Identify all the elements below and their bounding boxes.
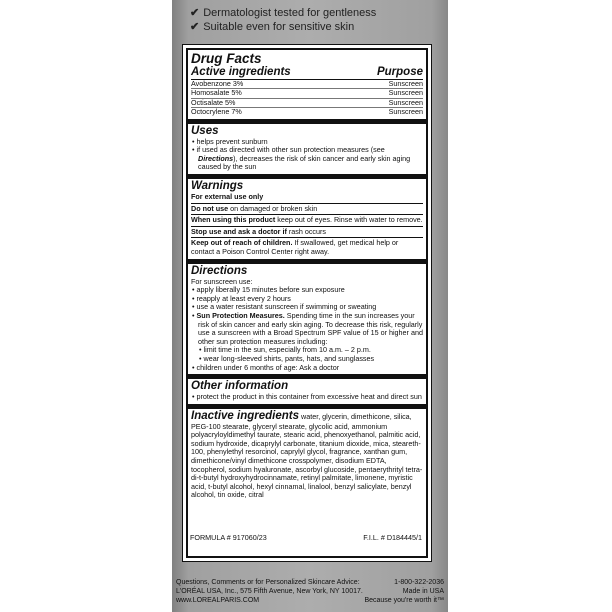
inactive-heading: Inactive ingredients: [191, 409, 300, 422]
footer-line: www.LOREALPARIS.COM Because you're worth it™: [176, 597, 444, 604]
check-icon: ✔: [190, 7, 200, 19]
list-item: • helps prevent sunburn: [192, 136, 268, 146]
claim-item: ✔ Suitable even for sensitive skin: [190, 21, 355, 33]
formula-line: [190, 533, 422, 542]
footer-line: Questions, Comments or for Personalized Skincare Advice: 1-800-322-2036: [176, 579, 444, 586]
list-item: • Sun Protection Measures. Spending time in the sun increases your risk of skin cancer and early skin aging. To decrease this risk, regularly use a sunscreen with a Broad Spectrum SPF value of 15 or higher and other sun protection measures including:: [192, 310, 423, 346]
ingredient-row: Octocrylene 7% Sunscreen: [191, 107, 423, 117]
warning-do-not-use: Do not use on damaged or broken skin: [191, 203, 318, 213]
company-footer: [176, 578, 444, 605]
ingredient-row: Avobenzone 3% Sunscreen: [191, 79, 423, 88]
drug-facts-panel: [182, 44, 432, 562]
active-ingredients-section: [188, 50, 426, 124]
fil-number: F.I.L. # D184445/1: [363, 533, 422, 542]
list-item: • protect the product in this container from excessive heat and direct sun: [192, 392, 422, 402]
footer-line: L'ORÉAL USA, Inc., 575 Fifth Avenue, New York, NY 10017. Made in USA: [176, 588, 444, 595]
drug-facts-box: [186, 48, 428, 558]
uses-heading: Uses: [191, 124, 219, 137]
other-information-section: [188, 379, 426, 409]
drug-facts-title: Drug Facts: [191, 51, 262, 66]
warnings-heading: Warnings: [191, 180, 244, 192]
purpose-heading: Purpose: [376, 66, 423, 78]
website-link[interactable]: www.LOREALPARIS.COM: [176, 597, 260, 604]
list-subitem: • limit time in the sun, especially from 10 a.m. – 2 p.m.: [199, 345, 371, 355]
directions-intro: For sunscreen use:: [191, 276, 253, 286]
inactive-ingredients-section: [188, 409, 426, 502]
warning-stop-use: Stop use and ask a doctor if rash occurs: [191, 226, 327, 236]
list-item: • children under 6 months of age: Ask a doctor: [192, 362, 340, 372]
list-item: • apply liberally 15 minutes before sun exposure: [192, 285, 345, 295]
formula-number: FORMULA # 917060/23: [190, 533, 267, 542]
inactive-text: Inactive ingredients water, glycerin, dimethicone, silica, PEG-100 stearate, glyceryl stearate, glycolic acid, ammonium polyacryloyldimethyl taurate, stearic acid, phenoxyethanol, palmitic acid, sodium hydroxide, dicaprylyl carbonate, titanium dioxide, mica, steareth-100, phenylethyl resorcinol, caprylyl glycol, fragrance, xanthan gum, dimethicone/vinyl dimethicone crosspolymer, disodium EDTA, tocopherol, sodium hyaluronate, ascorbyl glucoside, pentaerythrityl tetra-di-t-butyl hydroxyhydrocinnamate, retinyl palmitate, limonene, myristic acid, t-butyl alcohol, hexyl cinnamal, linalool, benzyl salicylate, benzyl alcohol, tin oxide, citral: [191, 409, 423, 500]
check-icon: ✔: [190, 21, 200, 33]
product-claims: [190, 6, 430, 34]
claim-item: ✔ Dermatologist tested for gentleness: [190, 7, 377, 19]
active-heading-row: [191, 66, 423, 80]
list-item: • if used as directed with other sun protection measures (see Directions), decreases the risk of skin cancer and early skin aging caused by the sun: [192, 145, 411, 172]
ingredient-row: Homosalate 5% Sunscreen: [191, 88, 423, 98]
directions-heading: Directions: [191, 264, 248, 277]
active-heading: Active ingredients: [191, 66, 291, 78]
other-heading: Other information: [191, 380, 289, 393]
warning-external: For external use only: [191, 192, 264, 201]
warning-when-using: When using this product keep out of eyes. Rinse with water to remove.: [191, 215, 423, 225]
directions-section: [188, 264, 426, 380]
list-item: • use a water resistant sunscreen if swimming or sweating: [192, 302, 377, 312]
list-subitem: • wear long-sleeved shirts, pants, hats, and sunglasses: [199, 353, 375, 363]
ingredient-row: Octisalate 5% Sunscreen: [191, 97, 423, 107]
warnings-section: [188, 179, 426, 264]
uses-section: [188, 124, 426, 179]
list-item: • reapply at least every 2 hours: [192, 293, 291, 303]
warning-keep-out: Keep out of reach of children. If swallowed, get medical help or contact a Poison Control Center right away.: [191, 238, 399, 256]
